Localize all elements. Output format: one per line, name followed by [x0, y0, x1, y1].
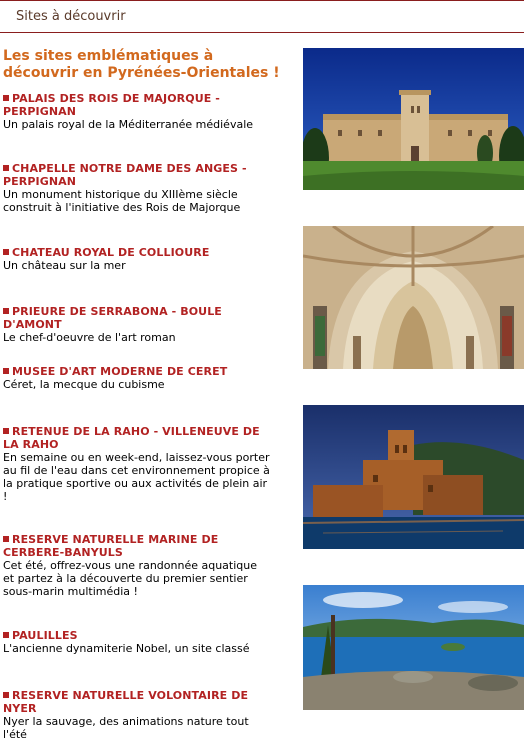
bullet-square-icon	[3, 308, 9, 314]
section-title: Sites à découvrir	[16, 9, 126, 24]
bullet-square-icon	[3, 368, 9, 374]
site-description: Céret, la mecque du cubisme	[3, 378, 165, 391]
site-description: Un palais royal de la Méditerranée médiévale	[3, 118, 254, 131]
bullet-square-icon	[3, 249, 9, 255]
site-item	[3, 305, 271, 344]
lake-photo	[303, 585, 524, 710]
bullet-square-icon	[3, 632, 9, 638]
site-title-link[interactable]: MUSEE D'ART MODERNE DE CERET	[3, 365, 271, 378]
site-description: Un château sur la mer	[3, 259, 126, 272]
site-item	[3, 425, 271, 503]
intro-heading: Les sites emblématiques à découvrir en Pyrénées-Orientales !	[3, 48, 280, 81]
site-item	[3, 629, 271, 655]
chapel-vault-photo	[303, 226, 524, 369]
site-description: Cet été, offrez-vous une randonnée aquatique et partez à la découverte du premier sentier sous-marin multimédia !	[3, 559, 257, 598]
site-description: Le chef-d'oeuvre de l'art roman	[3, 331, 176, 344]
site-title-link[interactable]: RESERVE NATURELLE MARINE DE CERBERE-BANYULS	[3, 533, 219, 559]
site-title-link[interactable]: PRIEURE DE SERRABONA - BOULE D'AMONT	[3, 305, 222, 331]
site-item	[3, 162, 271, 214]
site-title-link[interactable]: PAULILLES	[3, 629, 271, 642]
bullet-square-icon	[3, 692, 9, 698]
site-title-link[interactable]: CHAPELLE NOTRE DAME DES ANGES - PERPIGNAN	[3, 162, 247, 188]
bullet-square-icon	[3, 536, 9, 542]
site-title-link[interactable]: CHATEAU ROYAL DE COLLIOURE	[3, 246, 271, 259]
site-item	[3, 689, 271, 741]
site-item	[3, 92, 271, 131]
site-description: Un monument historique du XIIIème siècle construit à l'initiative des Rois de Majorque	[3, 188, 241, 214]
section-header	[0, 0, 524, 33]
site-item	[3, 246, 271, 272]
site-title-link[interactable]: PALAIS DES ROIS DE MAJORQUE - PERPIGNAN	[3, 92, 220, 118]
site-item	[3, 365, 271, 391]
bullet-square-icon	[3, 165, 9, 171]
palace-photo	[303, 48, 524, 190]
site-title-link[interactable]: RETENUE DE LA RAHO - VILLENEUVE DE LA RAHO	[3, 425, 260, 451]
site-description: Nyer la sauvage, des animations nature tout l'été	[3, 715, 249, 741]
coastal-castle-photo	[303, 405, 524, 549]
site-item	[3, 533, 271, 598]
site-title-link[interactable]: RESERVE NATURELLE VOLONTAIRE DE NYER	[3, 689, 249, 715]
site-description: En semaine ou en week-end, laissez-vous porter au fil de l'eau dans cet environnement propice à la pratique sportive ou aux activités de plein air !	[3, 451, 270, 503]
bullet-square-icon	[3, 95, 9, 101]
site-description: L'ancienne dynamiterie Nobel, un site classé	[3, 642, 250, 655]
bullet-square-icon	[3, 428, 9, 434]
